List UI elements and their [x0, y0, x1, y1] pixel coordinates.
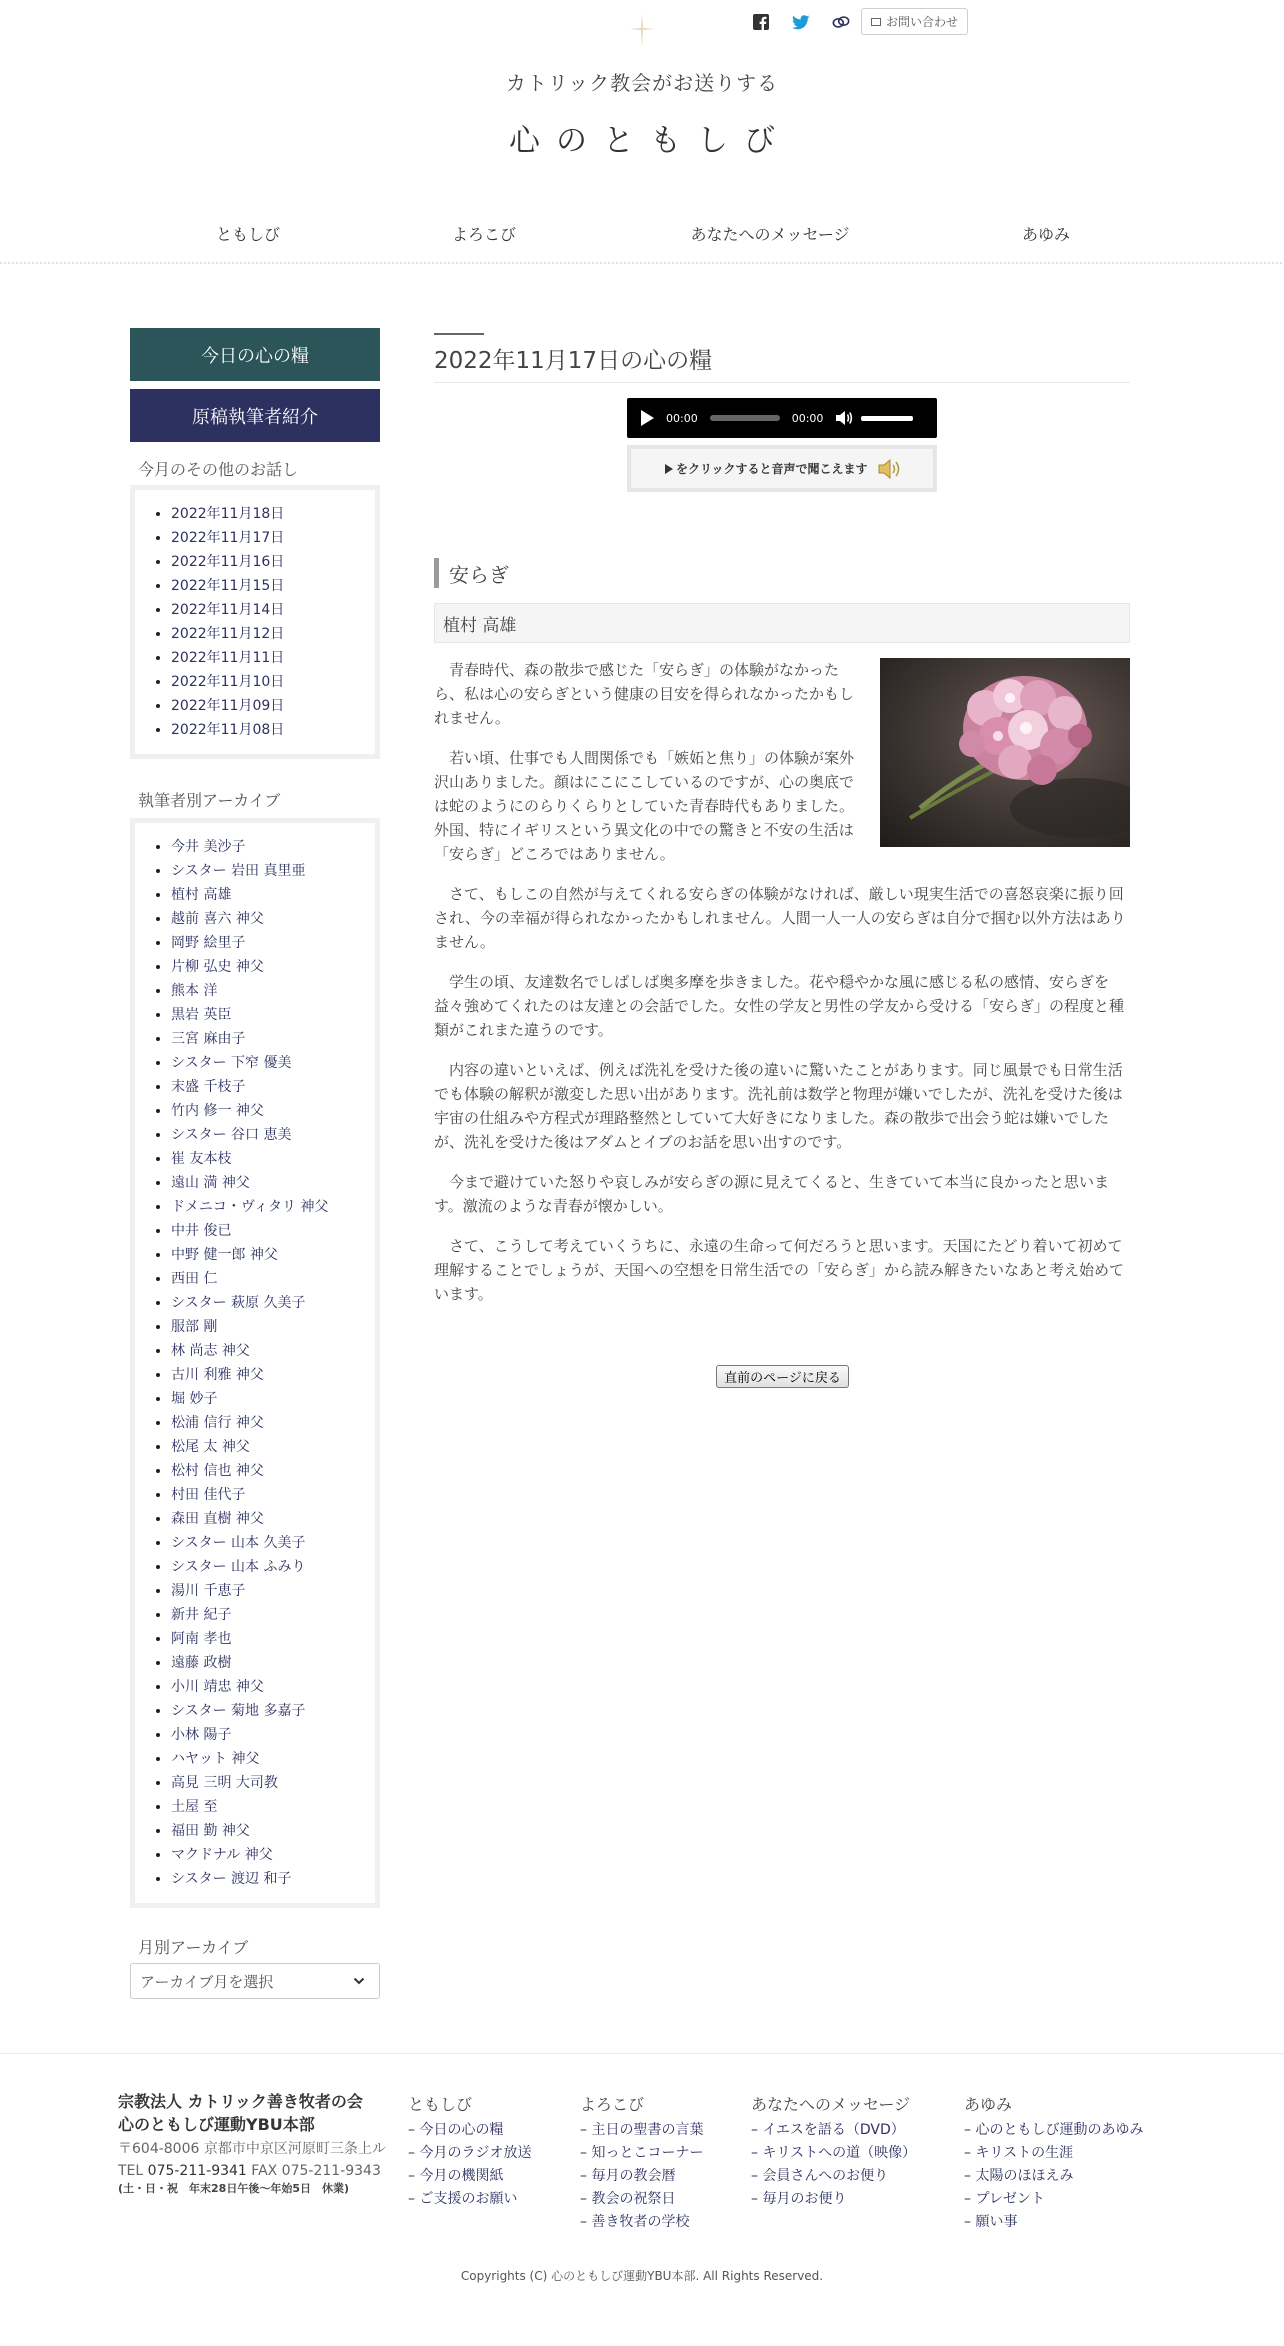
writer-link[interactable]: 堀 妙子: [171, 1391, 218, 1407]
list-item: [171, 1387, 375, 1411]
writer-link[interactable]: ハヤット 神父: [171, 1751, 260, 1767]
month-list-box: [130, 485, 380, 759]
list-item: [171, 1795, 375, 1819]
writer-link[interactable]: 今井 美沙子: [171, 839, 246, 855]
writer-link[interactable]: シスター 渡辺 和子: [171, 1871, 292, 1887]
audio-player: [627, 398, 937, 438]
writer-link[interactable]: 阿南 孝也: [171, 1631, 232, 1647]
writer-link[interactable]: 中野 健一郎 神父: [171, 1247, 278, 1263]
org-name-line1: 宗教法人 カトリック善き牧者の会: [118, 2092, 363, 2111]
site-title[interactable]: 心のともしび: [509, 123, 791, 159]
nav-item-yorokobi[interactable]: よろこび: [451, 225, 516, 244]
list-item: [171, 1531, 375, 1555]
list-item: [171, 1699, 375, 1723]
footer-link[interactable]: [408, 2165, 531, 2188]
writer-link[interactable]: 松尾 太 神父: [171, 1439, 250, 1455]
audio-duration: 00:00: [791, 411, 824, 425]
audio-hint-button[interactable]: [627, 445, 937, 492]
footer-link-label: イエスを語る（DVD）: [762, 2122, 905, 2138]
writer-link[interactable]: 植村 高雄: [171, 887, 232, 903]
list-item: [171, 1675, 375, 1699]
footer-link[interactable]: [964, 2165, 1143, 2188]
address-line: 〒604-8006 京都市中京区河原町三条上ル: [118, 2141, 386, 2157]
footer-link-label: プレゼント: [975, 2191, 1045, 2207]
list-item: [171, 979, 375, 1003]
site-subtitle: カトリック教会がお送りする: [505, 71, 779, 95]
footer-link-list: [580, 2119, 703, 2234]
list-item: [171, 907, 375, 931]
writer-link[interactable]: 松村 信也 神父: [171, 1463, 264, 1479]
writer-link[interactable]: 服部 剛: [171, 1319, 218, 1335]
list-item: [171, 883, 375, 907]
writer-link[interactable]: マクドナル 神父: [171, 1847, 273, 1863]
footer-link[interactable]: [580, 2188, 703, 2211]
facebook-icon[interactable]: [752, 13, 770, 31]
page-title: 2022年11月17日の心の糧: [434, 348, 713, 374]
writer-link[interactable]: 林 尚志 神父: [171, 1343, 250, 1359]
speaker-icon: [876, 457, 906, 481]
list-item: [171, 1315, 375, 1339]
org-address: [118, 2138, 386, 2182]
nav-item-tomoshibi[interactable]: ともしび: [215, 225, 280, 244]
month-link[interactable]: 2022年11月16日: [171, 554, 285, 570]
writer-link[interactable]: シスター 萩原 久美子: [171, 1295, 306, 1311]
list-item: [171, 1435, 375, 1459]
list-item: [171, 646, 375, 670]
today-kokoro-button[interactable]: 今日の心の糧: [130, 328, 380, 381]
writer-link[interactable]: 松浦 信行 神父: [171, 1415, 264, 1431]
nav-divider: [0, 262, 1284, 264]
article-paragraph: 若い頃、仕事でも人間関係でも「嫉妬と焦り」の体験が案外沢山ありました。顔はにこにこしているのですが、心の奥底では蛇のようにのらりくらりとしていた青春時代もありました。外国、特にイギリスという異文化の中での驚きと不安の生活は「安らぎ」どころではありません。: [434, 749, 855, 863]
writer-link[interactable]: 西田 仁: [171, 1271, 218, 1287]
monthly-archive-heading: 月別アーカイブ: [138, 1938, 249, 1957]
month-link[interactable]: 2022年11月09日: [171, 698, 285, 714]
dash-icon: –: [580, 2168, 592, 2184]
list-item: [171, 622, 375, 646]
section-title: 安らぎ: [434, 558, 509, 588]
list-item: [171, 502, 375, 526]
writer-link[interactable]: 中井 俊已: [171, 1223, 232, 1239]
footer-link[interactable]: [964, 2211, 1143, 2234]
list-item: [171, 670, 375, 694]
month-link[interactable]: 2022年11月17日: [171, 530, 285, 546]
writer-link[interactable]: 高見 三明 大司教: [171, 1775, 278, 1791]
list-item: [171, 1243, 375, 1267]
dash-icon: –: [964, 2191, 976, 2207]
list-item: [171, 1771, 375, 1795]
writer-link[interactable]: シスター 山本 久美子: [171, 1535, 306, 1551]
article-paragraph: 内容の違いといえば、例えば洗礼を受けた後の違いに驚いたことがあります。同じ風景でも日常生活でも体験の解釈が激変した思い出があります。洗礼前は数学と物理が嫌いでしたが、洗礼を受けた後は宇宙の仕組みや方程式が理路整然としていて大好きになりました。森の散歩で出会う蛇は嫌いでしたが、洗礼を受けた後はアダムとイブのお話を思い出すのです。: [434, 1061, 1123, 1151]
article-paragraph: 今まで避けていた怒りや哀しみが安らぎの源に見えてくると、生きていて本当に良かったと思います。激流のような青春が懐かしい。: [434, 1173, 1110, 1215]
month-link[interactable]: 2022年11月15日: [171, 578, 285, 594]
footer-link[interactable]: [408, 2188, 531, 2211]
footer-column-message: [751, 2092, 916, 2211]
month-list: [135, 502, 375, 742]
writer-link[interactable]: 越前 喜六 神父: [171, 911, 264, 927]
writer-link[interactable]: 小林 陽子: [171, 1727, 232, 1743]
nav-item-message[interactable]: あなたへのメッセージ: [690, 225, 850, 244]
list-item: [171, 1195, 375, 1219]
business-hours-note: (土・日・祝 年末28日午後〜年始5日 休業): [118, 2182, 350, 2195]
writer-list: [135, 835, 375, 1891]
footer-link[interactable]: [580, 2119, 703, 2142]
dash-icon: –: [408, 2168, 420, 2184]
dash-icon: –: [580, 2191, 592, 2207]
list-item: [171, 1555, 375, 1579]
dash-icon: –: [751, 2191, 763, 2207]
footer-link-label: 心のともしび運動のあゆみ: [975, 2122, 1144, 2138]
footer-link-label: 主日の聖書の言葉: [591, 2122, 704, 2138]
list-item: [171, 1459, 375, 1483]
month-link[interactable]: 2022年11月10日: [171, 674, 285, 690]
author-name: 植村 高雄: [434, 603, 1130, 643]
footer-link-label: 善き牧者の学校: [591, 2214, 690, 2230]
dash-icon: –: [408, 2145, 420, 2161]
envelope-icon: [871, 18, 881, 26]
list-item: [171, 955, 375, 979]
footer-link[interactable]: [751, 2188, 916, 2211]
list-item: [171, 1867, 375, 1891]
twitter-icon[interactable]: [792, 13, 810, 31]
list-item: [171, 835, 375, 859]
phone-line: [118, 2160, 386, 2182]
month-link[interactable]: 2022年11月08日: [171, 722, 285, 738]
writer-link[interactable]: 遠山 満 神父: [171, 1175, 250, 1191]
writer-link[interactable]: 土屋 至: [171, 1799, 218, 1815]
list-item: [171, 1651, 375, 1675]
list-item: [171, 1507, 375, 1531]
footer-link-list: [751, 2119, 916, 2211]
month-link[interactable]: 2022年11月12日: [171, 626, 285, 642]
chevron-down-icon: [353, 1975, 365, 1987]
footer-column-heading[interactable]: よろこび: [580, 2095, 645, 2114]
writer-link[interactable]: 片柳 弘史 神父: [171, 959, 264, 975]
footer-link-list: [408, 2119, 531, 2211]
writer-link[interactable]: シスター 下窄 優美: [171, 1055, 292, 1071]
footer-link-label: 今月のラジオ放送: [419, 2145, 532, 2161]
article-paragraph: 青春時代、森の散歩で感じた「安らぎ」の体験がなかったら、私は心の安らぎという健康の目安を得られなかったかもしれません。: [434, 661, 855, 727]
footer-link-label: 会員さんへのお便り: [762, 2168, 889, 2184]
writer-link[interactable]: シスター 岩田 真里亜: [171, 863, 306, 879]
dash-icon: –: [964, 2122, 976, 2138]
list-item: [171, 1483, 375, 1507]
list-item: [171, 1723, 375, 1747]
title-divider: [434, 382, 1130, 383]
footer-link-label: 今日の心の糧: [419, 2122, 504, 2138]
list-item: [171, 1267, 375, 1291]
list-item: [171, 1075, 375, 1099]
list-item: [171, 1171, 375, 1195]
writers-intro-button[interactable]: 原稿執筆者紹介: [130, 389, 380, 442]
dash-icon: –: [580, 2122, 592, 2138]
dash-icon: –: [964, 2145, 976, 2161]
list-item: [171, 1819, 375, 1843]
writer-link[interactable]: 三宮 麻由子: [171, 1031, 246, 1047]
footer-link-label: 今月の機関紙: [419, 2168, 504, 2184]
footer-column-ayumi: [964, 2092, 1143, 2234]
footer-link-label: キリストへの道（映像）: [762, 2145, 917, 2161]
copyright: Copyrights (C) 心のともしび運動YBU本部. All Rights Reserved.: [460, 2269, 824, 2283]
dash-icon: –: [751, 2168, 763, 2184]
list-item: [171, 1219, 375, 1243]
list-item: [171, 1339, 375, 1363]
contact-button[interactable]: [861, 8, 968, 35]
footer-column-tomoshibi: [408, 2092, 531, 2211]
footer-link-label: 知っとこコーナー: [591, 2145, 704, 2161]
footer-link-label: 毎月の教会暦: [591, 2168, 676, 2184]
footer-link-label: 教会の祝祭日: [591, 2191, 676, 2207]
footer-link[interactable]: [408, 2119, 531, 2142]
volume-icon[interactable]: [835, 410, 853, 426]
footer-link[interactable]: [751, 2142, 916, 2165]
back-button[interactable]: 直前のページに戻る: [716, 1365, 849, 1388]
audio-progress-bar[interactable]: [710, 415, 780, 421]
list-item: [171, 598, 375, 622]
article-body: [434, 658, 1130, 1322]
writer-link[interactable]: 熊本 洋: [171, 983, 218, 999]
footer-link-label: 願い事: [975, 2214, 1018, 2230]
month-link[interactable]: 2022年11月14日: [171, 602, 285, 618]
footer-column-heading[interactable]: あゆみ: [964, 2095, 1013, 2114]
footer-link-list: [964, 2119, 1143, 2234]
list-item: [171, 1147, 375, 1171]
list-item: [171, 1411, 375, 1435]
footer-link[interactable]: [580, 2142, 703, 2165]
link-icon[interactable]: [832, 13, 850, 31]
writer-link[interactable]: 古川 利雅 神父: [171, 1367, 264, 1383]
writer-link[interactable]: シスター 山本 ふみり: [171, 1559, 306, 1575]
list-item: [171, 1123, 375, 1147]
article-paragraph: 学生の頃、友達数名でしばしば奥多摩を歩きました。花や穏やかな風に感じる私の感情、安らぎを益々強めてくれたのは友達との会話でした。女性の学友と男性の学友から受ける「安らぎ」の程度と種類がこれまた違うのです。: [434, 973, 1125, 1039]
list-item: [171, 1363, 375, 1387]
footer-link[interactable]: [580, 2165, 703, 2188]
title-accent-bar: [434, 333, 484, 335]
month-link[interactable]: 2022年11月11日: [171, 650, 285, 666]
writer-link[interactable]: 福田 勤 神父: [171, 1823, 250, 1839]
dash-icon: –: [408, 2191, 420, 2207]
writer-archive-heading: 執筆者別アーカイブ: [138, 791, 281, 810]
tel-number[interactable]: 075-211-9341: [147, 2163, 247, 2179]
list-item: [171, 694, 375, 718]
writer-link[interactable]: シスター 菊地 多嘉子: [171, 1703, 306, 1719]
dash-icon: –: [408, 2122, 420, 2138]
list-item: [171, 718, 375, 742]
footer-link-label: 太陽のほほえみ: [975, 2168, 1074, 2184]
list-item: [171, 526, 375, 550]
volume-slider[interactable]: [861, 416, 913, 421]
list-item: [171, 1291, 375, 1315]
dash-icon: –: [580, 2214, 592, 2230]
writer-link[interactable]: 末盛 千枝子: [171, 1079, 246, 1095]
writer-link[interactable]: 崔 友本枝: [171, 1151, 232, 1167]
writer-link[interactable]: 村田 佳代子: [171, 1487, 246, 1503]
list-item: [171, 1579, 375, 1603]
footer-link[interactable]: [964, 2142, 1143, 2165]
month-heading: 今月のその他のお話し: [138, 460, 299, 479]
list-item: [171, 1099, 375, 1123]
writer-link[interactable]: 遠藤 政樹: [171, 1655, 232, 1671]
writer-link[interactable]: 森田 直樹 神父: [171, 1511, 264, 1527]
dash-icon: –: [964, 2214, 976, 2230]
list-item: [171, 1627, 375, 1651]
footer-link-label: ご支援のお願い: [419, 2191, 518, 2207]
archive-month-select-value: アーカイブ月を選択: [140, 1972, 274, 1991]
audio-hint-label: をクリックすると音声で聞こえます: [676, 462, 868, 476]
list-item: [171, 1051, 375, 1075]
writer-link[interactable]: シスター 谷口 恵美: [171, 1127, 292, 1143]
writer-link[interactable]: 竹内 修一 神父: [171, 1103, 264, 1119]
footer-link[interactable]: [751, 2165, 916, 2188]
footer-link[interactable]: [964, 2188, 1143, 2211]
nav-item-ayumi[interactable]: あゆみ: [1021, 225, 1070, 244]
footer-link[interactable]: [580, 2211, 703, 2234]
org-name-line2: 心のともしび運動YBU本部: [118, 2115, 315, 2134]
footer-link-label: 毎月のお便り: [762, 2191, 847, 2207]
dash-icon: –: [751, 2145, 763, 2161]
contact-label: お問い合わせ: [885, 15, 958, 29]
dash-icon: –: [964, 2168, 976, 2184]
org-name: [118, 2090, 363, 2136]
writer-link[interactable]: 黒岩 英臣: [171, 1007, 232, 1023]
list-item: [171, 550, 375, 574]
social-links: [752, 10, 872, 34]
footer-column-heading[interactable]: ともしび: [408, 2095, 473, 2114]
footer-divider: [0, 2053, 1284, 2054]
play-triangle-icon: [665, 464, 673, 474]
writer-link[interactable]: ドメニコ・ヴィタリ 神父: [171, 1199, 329, 1215]
list-item: [171, 1843, 375, 1867]
list-item: [171, 931, 375, 955]
article-paragraph: さて、こうして考えていくうちに、永遠の生命って何だろうと思います。天国にたどり着いて初めて理解することでしょうが、天国への空想を日常生活での「安らぎ」から読み解きたいなあと考え始めています。: [434, 1237, 1125, 1303]
play-icon[interactable]: [641, 410, 654, 426]
list-item: [171, 859, 375, 883]
list-item: [171, 574, 375, 598]
writer-link[interactable]: 新井 紀子: [171, 1607, 232, 1623]
list-item: [171, 1603, 375, 1627]
article-paragraph: さて、もしこの自然が与えてくれる安らぎの体験がなければ、厳しい現実生活での喜怒哀楽に振り回され、今の幸福が得られなかったかもしれません。人間一人一人の安らぎは自分で掴む以外方法はありません。: [434, 885, 1126, 951]
footer-column-yorokobi: [580, 2092, 703, 2234]
dash-icon: –: [751, 2122, 763, 2138]
audio-current-time: 00:00: [666, 411, 698, 425]
month-link[interactable]: 2022年11月18日: [171, 506, 285, 522]
writer-link[interactable]: 湯川 千恵子: [171, 1583, 246, 1599]
list-item: [171, 1027, 375, 1051]
main-nav: [130, 222, 1154, 245]
footer-link[interactable]: [751, 2119, 916, 2142]
footer-link-label: キリストの生涯: [975, 2145, 1074, 2161]
tel-label: TEL: [118, 2163, 144, 2179]
cross-logo-icon: [626, 12, 658, 50]
list-item: [171, 1003, 375, 1027]
archive-month-select[interactable]: [130, 1963, 380, 1999]
dash-icon: –: [580, 2145, 592, 2161]
fax-number: FAX 075-211-9343: [251, 2163, 381, 2179]
writer-link[interactable]: 小川 靖忠 神父: [171, 1679, 264, 1695]
footer-column-heading[interactable]: あなたへのメッセージ: [751, 2095, 911, 2114]
writer-link[interactable]: 岡野 絵里子: [171, 935, 246, 951]
list-item: [171, 1747, 375, 1771]
footer-link[interactable]: [408, 2142, 531, 2165]
footer-link[interactable]: [964, 2119, 1143, 2142]
writer-list-box: [130, 818, 380, 1908]
